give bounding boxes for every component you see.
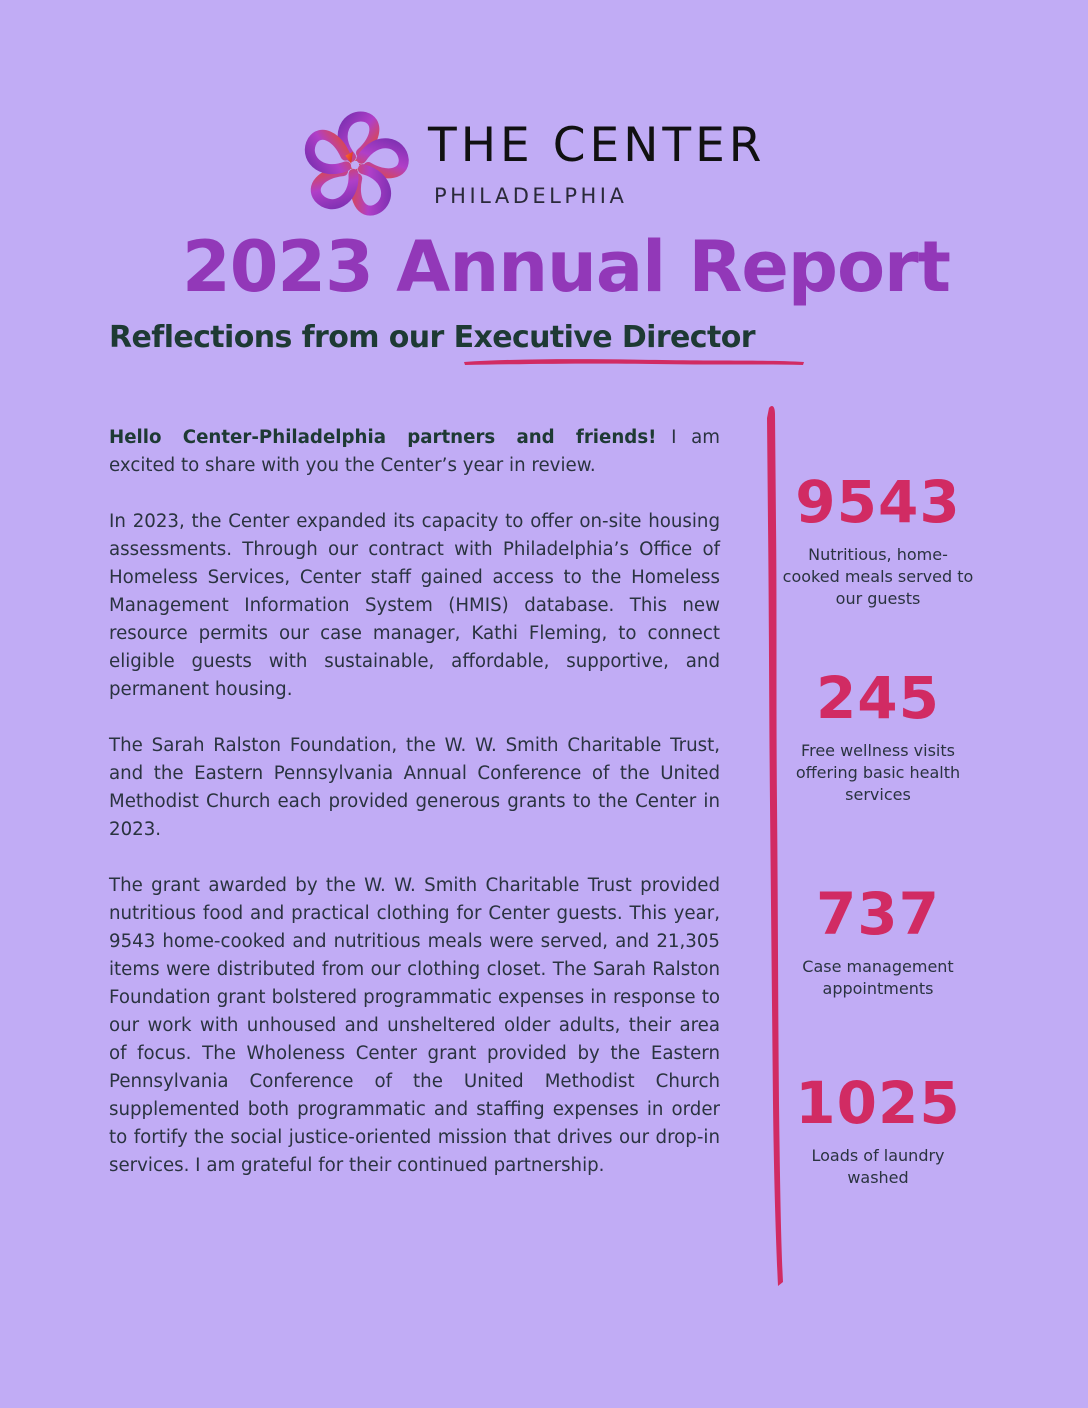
stat-label: Nutritious, home-cooked meals served to our guests [782, 545, 974, 608]
five-arrow-loop-logo-icon [300, 110, 410, 220]
greeting-text: I am excited to share with you the Center’s year in review. [109, 427, 721, 476]
subtitle-highlight: Executive Director [453, 320, 755, 355]
report-title: 2023 Annual Report [181, 226, 951, 308]
stat-value: 9543 [795, 468, 961, 536]
stat-value: 245 [815, 664, 941, 732]
subtitle-prefix: Reflections from our [109, 320, 454, 355]
stat-value: 737 [815, 880, 941, 948]
stat-label: Loads of laundry washed [811, 1146, 945, 1187]
page-subtitle [109, 320, 755, 355]
stat-value: 1025 [795, 1069, 961, 1137]
letter-greeting [109, 424, 720, 480]
stat-case-management [782, 882, 974, 1000]
brand-name: THE CENTER [428, 118, 766, 173]
brand-location: PHILADELPHIA [434, 184, 628, 208]
stat-label: Case management appointments [802, 957, 954, 998]
stat-label: Free wellness visits offering basic health services [795, 741, 961, 804]
stat-wellness-visits [782, 666, 974, 806]
letter-paragraph: The Sarah Ralston Foundation, the W. W. Smith Charitable Trust, and the Eastern Pennsylvania Annual Conference of the United Methodist Church each provided generous grants to the Center in 2023. [109, 735, 720, 840]
stat-meals [782, 470, 974, 610]
director-letter [109, 424, 720, 1208]
greeting-bold: Hello Center-Philadelphia partners and friends! [109, 427, 657, 448]
letter-paragraph: In 2023, the Center expanded its capacity to offer on-site housing assessments. Through our contract with Philadelphia’s Office of Homeless Services, Center staff gained access to the Homeless Management Information System (HMIS) database. This new resource permits our case manager, Kathi Fleming, to connect eligible guests with sustainable, affordable, supportive, and permanent housing. [109, 511, 720, 700]
letter-paragraph: The grant awarded by the W. W. Smith Charitable Trust provided nutritious food and practical clothing for Center guests. This year, 9543 home-cooked and nutritious meals were served, and 21,305 items were distributed from our clothing closet. The Sarah Ralston Foundation grant bolstered programmatic expenses in response to our work with unhoused and unsheltered older adults, their area of focus. The Wholeness Center grant provided by the Eastern Pennsylvania Conference of the United Methodist Church supplemented both programmatic and staffing expenses in order to fortify the social justice-oriented mission that drives our drop-in services. I am grateful for their continued partnership. [109, 875, 720, 1176]
stat-laundry [782, 1071, 974, 1189]
brush-underline [462, 355, 806, 367]
